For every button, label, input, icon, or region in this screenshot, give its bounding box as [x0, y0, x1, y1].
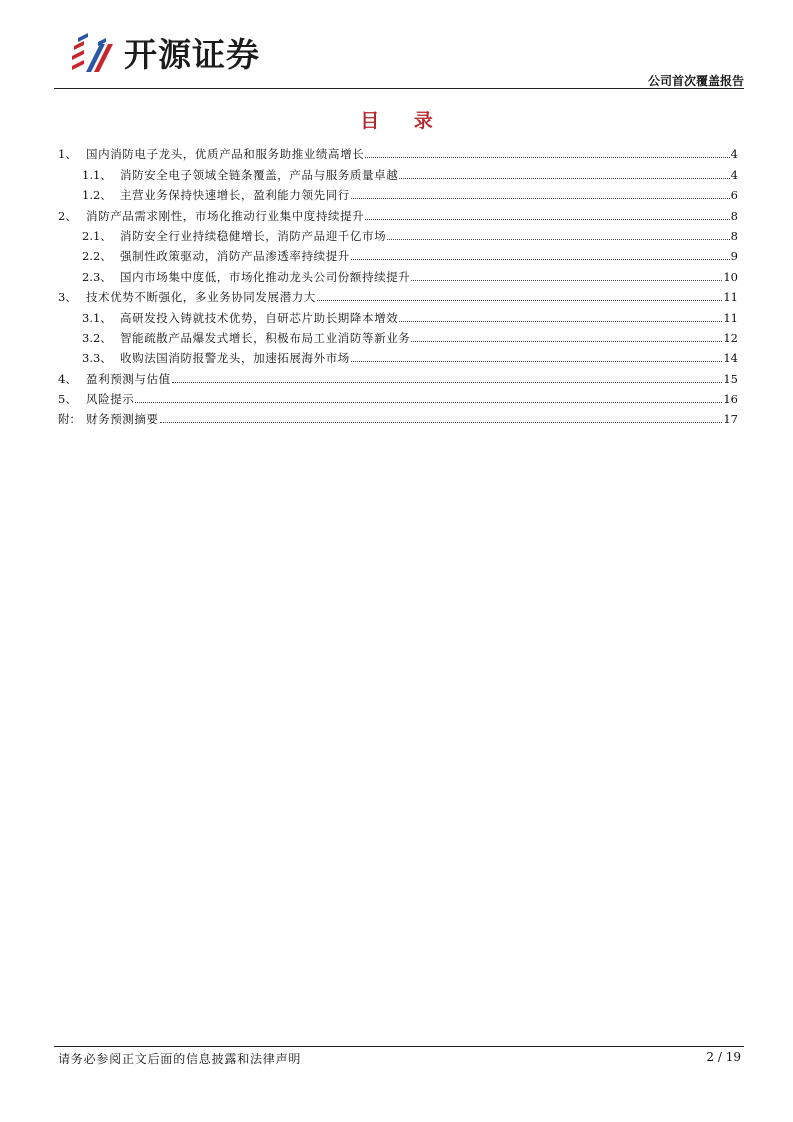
toc-entry-title: 主营业务保持快速增长，盈利能力领先同行: [120, 188, 350, 203]
toc-entry-page: 17: [723, 412, 738, 427]
toc-entry[interactable]: [58, 141, 738, 161]
toc-entry-number: 2.1、: [82, 228, 112, 243]
toc-entry-page: 11: [723, 310, 738, 325]
toc-entry-title: 风险提示: [86, 392, 135, 407]
toc-entry-number: 3.1、: [82, 310, 112, 325]
toc-entry-page: 9: [730, 249, 738, 264]
toc-leader-dots: [365, 156, 729, 158]
toc-leader-dots: [411, 340, 722, 342]
toc-entry-title: 盈利预测与估值: [86, 371, 171, 386]
toc-entry-title: 消防产品需求刚性，市场化推动行业集中度持续提升: [86, 208, 365, 223]
toc-entry-number: 1、: [58, 147, 77, 162]
page-header: [54, 20, 744, 90]
toc-leader-dots: [365, 218, 729, 220]
toc-leader-dots: [387, 238, 729, 240]
toc-leader-dots: [411, 279, 722, 281]
toc-entry[interactable]: [58, 223, 738, 243]
toc-entry-title: 财务预测摘要: [86, 412, 159, 427]
toc-entry-number: 2.3、: [82, 269, 112, 284]
toc-entry[interactable]: [58, 182, 738, 202]
toc-entry[interactable]: [58, 304, 738, 324]
footer-disclaimer: 请务必参阅正文后面的信息披露和法律声明: [58, 1052, 302, 1066]
toc-leader-dots: [399, 177, 729, 179]
toc-entry-number: 3、: [58, 290, 77, 305]
toc-entry-number: 附：: [58, 412, 81, 427]
toc-title: 目 录: [360, 110, 447, 132]
toc-entry-title: 智能疏散产品爆发式增长，积极布局工业消防等新业务: [120, 330, 411, 345]
toc-entry[interactable]: [58, 161, 738, 181]
toc-leader-dots: [135, 401, 722, 403]
toc-entry-number: 1.2、: [82, 188, 112, 203]
toc-entry-page: 10: [723, 269, 738, 284]
toc-entry-title: 技术优势不断强化，多业务协同发展潜力大: [86, 290, 316, 305]
header-divider: [54, 88, 744, 89]
toc-entry[interactable]: [58, 325, 738, 345]
toc-leader-dots: [351, 258, 730, 260]
brand-name: 开源证券: [124, 35, 260, 74]
toc-entry-number: 1.1、: [82, 167, 112, 182]
brand-logo: [68, 30, 298, 78]
toc-entry-page: 11: [723, 290, 738, 305]
toc-entry-page: 14: [723, 351, 738, 366]
toc-entry[interactable]: [58, 284, 738, 304]
toc-entry-page: 8: [730, 208, 738, 223]
toc-entry-page: 15: [723, 371, 738, 386]
toc-entry-page: 6: [730, 188, 738, 203]
toc-entry[interactable]: [58, 202, 738, 222]
toc-leader-dots: [160, 421, 723, 423]
toc-entry-number: 3.3、: [82, 351, 112, 366]
toc-entry[interactable]: [58, 406, 738, 426]
toc-entry-title: 高研发投入铸就技术优势，自研芯片助长期降本增效: [120, 310, 399, 325]
toc-entry-number: 4、: [58, 371, 77, 386]
toc-entry-page: 8: [730, 228, 738, 243]
toc-entry-page: 4: [730, 147, 738, 162]
toc-entry[interactable]: [58, 243, 738, 263]
toc-entry[interactable]: [58, 263, 738, 283]
toc-leader-dots: [317, 299, 722, 301]
toc-entry[interactable]: [58, 386, 738, 406]
toc-entry-number: 2.2、: [82, 249, 112, 264]
toc-leader-dots: [351, 360, 722, 362]
footer-divider: [54, 1046, 744, 1047]
toc-entry-number: 5、: [58, 392, 77, 407]
page-number: 2 / 19: [706, 1050, 741, 1064]
table-of-contents: [58, 141, 738, 426]
toc-entry-title: 收购法国消防报警龙头，加速拓展海外市场: [120, 351, 350, 366]
toc-entry-number: 3.2、: [82, 330, 112, 345]
toc-entry-title: 国内市场集中度低，市场化推动龙头公司份额持续提升: [120, 269, 411, 284]
toc-entry-title: 消防安全行业持续稳健增长，消防产品迎千亿市场: [120, 228, 387, 243]
toc-leader-dots: [351, 197, 730, 199]
toc-leader-dots: [172, 381, 723, 383]
toc-entry-number: 2、: [58, 208, 77, 223]
kaiyuan-logo-icon: [68, 32, 116, 76]
toc-leader-dots: [399, 320, 722, 322]
toc-entry-page: 16: [723, 392, 738, 407]
toc-entry-page: 4: [730, 167, 738, 182]
toc-entry-title: 消防安全电子领域全链条覆盖，产品与服务质量卓越: [120, 167, 399, 182]
toc-entry[interactable]: [58, 365, 738, 385]
toc-entry-title: 国内消防电子龙头，优质产品和服务助推业绩高增长: [86, 147, 365, 162]
report-type-label: 公司首次覆盖报告: [647, 74, 744, 88]
toc-entry[interactable]: [58, 345, 738, 365]
toc-entry-page: 12: [723, 330, 738, 345]
toc-entry-title: 强制性政策驱动，消防产品渗透率持续提升: [120, 249, 350, 264]
